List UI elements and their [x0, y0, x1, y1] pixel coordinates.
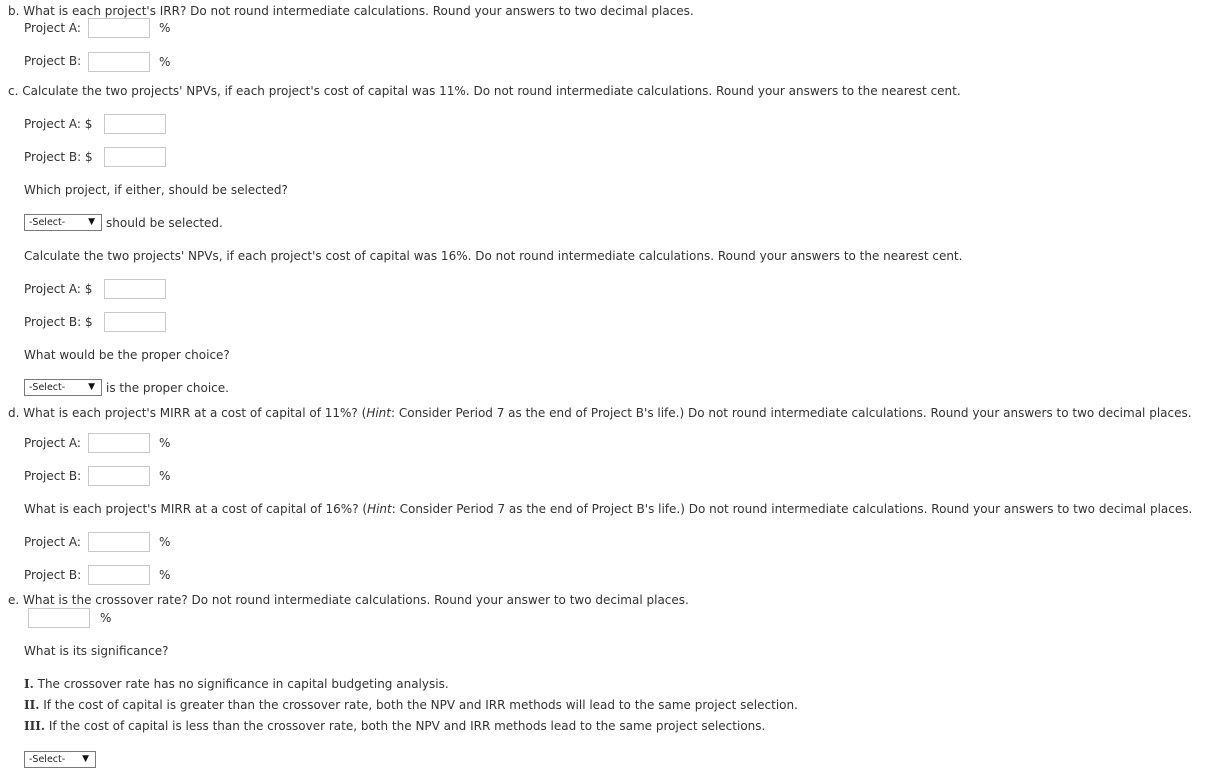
part-d-project-b-label-16: Project B:	[24, 568, 82, 582]
part-c-project-b-npv11-input[interactable]	[104, 147, 166, 167]
part-d-project-b-mirr11-input[interactable]	[88, 466, 150, 486]
part-b-project-a-irr-input[interactable]	[88, 18, 150, 38]
option-numeral: III.	[24, 719, 46, 733]
part-c-choice-suffix: is the proper choice.	[106, 381, 229, 395]
part-d-project-a-label-16: Project A:	[24, 535, 81, 549]
part-d-project-a-label: Project A:	[24, 436, 81, 450]
part-c-which-question: Which project, if either, should be selected?	[24, 183, 288, 197]
part-d-question: d. What is each project's MIRR at a cost of capital of 11%? (Hint: Consider Period 7 as the end of Project B's life.) Do not round intermediate calculations. Round your answers to two decimal places.	[8, 406, 1192, 420]
part-c-project-a-npv16-input[interactable]	[104, 279, 166, 299]
percent-sign: %	[159, 469, 171, 483]
part-c-select-suffix: should be selected.	[106, 216, 223, 230]
hint-word: Hint	[367, 502, 392, 516]
percent-sign: %	[159, 535, 171, 549]
option-iii: III. If the cost of capital is less than the crossover rate, both the NPV and IRR methods lead to the same project selections.	[24, 719, 766, 733]
part-c-project-b-label-16: Project B: $	[24, 315, 93, 329]
part-c-project-a-label: Project A: $	[24, 117, 93, 131]
part-c-question-16: Calculate the two projects' NPVs, if each project's cost of capital was 16%. Do not round intermediate calculations. Round your answers to the nearest cent.	[24, 249, 963, 263]
part-c-project-a-label-16: Project A: $	[24, 282, 93, 296]
part-d-project-a-mirr16-input[interactable]	[88, 532, 150, 552]
part-d-project-b-label: Project B:	[24, 469, 82, 483]
part-d-project-b-mirr16-input[interactable]	[88, 565, 150, 585]
part-c-project-b-npv16-input[interactable]	[104, 312, 166, 332]
hint-word: Hint	[366, 406, 391, 420]
chevron-down-icon: ▼	[88, 217, 95, 227]
part-d-project-a-mirr11-input[interactable]	[88, 433, 150, 453]
option-numeral: II.	[24, 698, 40, 712]
part-e-significance-dropdown[interactable]	[24, 751, 96, 768]
part-c-selection-dropdown[interactable]	[24, 214, 102, 231]
percent-sign: %	[159, 568, 171, 582]
part-b-project-b-label: Project B:	[24, 54, 82, 68]
part-b-question: b. What is each project's IRR? Do not round intermediate calculations. Round your answers to two decimal places.	[8, 4, 694, 18]
option-i: I. The crossover rate has no significance in capital budgeting analysis.	[24, 677, 449, 691]
dropdown-value: -Select-	[29, 382, 66, 393]
option-numeral: I.	[24, 677, 34, 691]
percent-sign: %	[159, 55, 171, 69]
option-ii: II. If the cost of capital is greater than the crossover rate, both the NPV and IRR methods will lead to the same project selection.	[24, 698, 798, 712]
dropdown-value: -Select-	[29, 217, 66, 228]
part-b-project-b-irr-input[interactable]	[88, 52, 150, 72]
chevron-down-icon: ▼	[88, 382, 95, 392]
part-b-project-a-label: Project A:	[24, 21, 81, 35]
chevron-down-icon: ▼	[82, 754, 89, 764]
dropdown-value: -Select-	[29, 754, 66, 765]
part-c-choice-question: What would be the proper choice?	[24, 348, 230, 362]
part-e-significance-question: What is its significance?	[24, 644, 169, 658]
part-c-proper-choice-dropdown[interactable]	[24, 379, 102, 396]
part-e-crossover-rate-input[interactable]	[28, 608, 90, 628]
percent-sign: %	[159, 436, 171, 450]
part-d-question-16: What is each project's MIRR at a cost of capital of 16%? (Hint: Consider Period 7 as the end of Project B's life.) Do not round intermediate calculations. Round your answers to two decimal places.	[24, 502, 1193, 516]
percent-sign: %	[100, 611, 112, 625]
part-c-project-b-label: Project B: $	[24, 150, 93, 164]
part-c-project-a-npv11-input[interactable]	[104, 114, 166, 134]
part-e-question: e. What is the crossover rate? Do not round intermediate calculations. Round your answer to two decimal places.	[8, 593, 689, 607]
part-c-question: c. Calculate the two projects' NPVs, if each project's cost of capital was 11%. Do not round intermediate calculations. Round your answers to the nearest cent.	[8, 84, 961, 98]
percent-sign: %	[159, 21, 171, 35]
